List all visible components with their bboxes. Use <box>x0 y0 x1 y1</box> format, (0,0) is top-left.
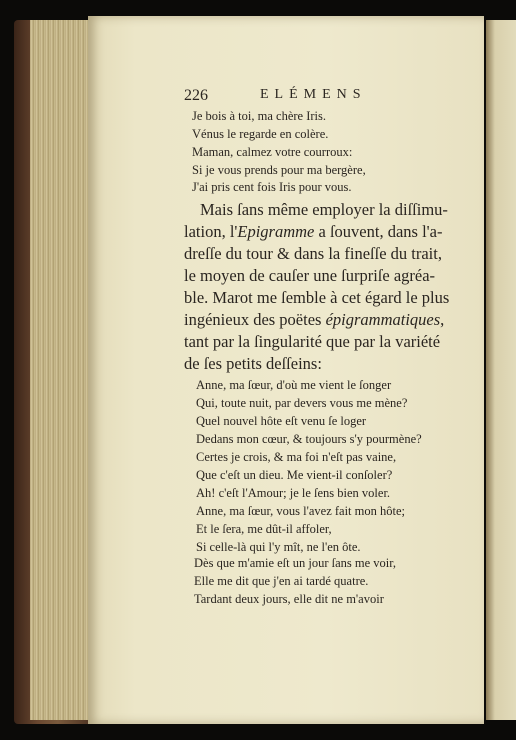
prose-line: tant par la ſingularité que par la variété <box>184 332 441 351</box>
verse-line: Tardant deux jours, elle dit ne m'avoir <box>194 592 384 606</box>
facing-page-edge <box>486 20 516 720</box>
verse-line: Que c'eſt un dieu. Me vient-il conſoler? <box>196 468 393 482</box>
verse-line: Qui, toute nuit, par devers vous me mène? <box>196 396 408 410</box>
verse-line: Anne, ma ſœur, vous l'avez fait mon hôte; <box>196 504 405 518</box>
prose-line: ble. Marot me ſemble à cet égard le plus <box>184 288 450 307</box>
prose-line: lation, l'Epigramme a ſouvent, dans l'a- <box>184 222 443 241</box>
verse-line: Maman, calmez votre courroux: <box>192 145 353 159</box>
emphasis: Epigramme <box>237 222 315 241</box>
prose-line: Mais ſans même employer la diſſimu- <box>200 200 448 219</box>
verse-line: Vénus le regarde en colère. <box>192 127 329 141</box>
running-title: ELÉMENS <box>260 87 367 102</box>
verse-line: Quel nouvel hôte eſt venu ſe loger <box>196 414 367 428</box>
book-page <box>88 16 484 724</box>
page-number: 226 <box>184 87 208 104</box>
verse-line: J'ai pris cent fois Iris pour vous. <box>192 180 352 194</box>
verse-line: Ah! c'eſt l'Amour; je le ſens bien voler. <box>196 486 391 500</box>
page-header <box>184 87 384 107</box>
prose-line: ingénieux des poëtes épigrammatiques, <box>184 310 445 329</box>
verse-line: Elle me dit que j'en ai tardé quatre. <box>194 574 369 588</box>
verse-line: Et le ſera, me dût-il affoler, <box>196 522 332 536</box>
prose-line: de ſes petits deſſeins: <box>184 354 322 373</box>
verse-line: Anne, ma ſœur, d'où me vient le ſonger <box>196 378 392 392</box>
prose-line: le moyen de cauſer une ſurpriſe agréa- <box>184 266 436 285</box>
prose-line: dreſſe du tour & dans la fineſſe du trait, <box>184 244 442 263</box>
verse-line: Certes je crois, & ma foi n'eſt pas vaine, <box>196 450 397 464</box>
verse-line: Si je vous prends pour ma bergère, <box>192 163 366 177</box>
emphasis: épigrammatiques <box>325 310 441 329</box>
verse-line: Je bois à toi, ma chère Iris. <box>192 109 326 123</box>
verse-line: Dès que m'amie eſt un jour ſans me voir, <box>194 556 397 570</box>
verse-line: Si celle-là qui l'y mît, ne l'en ôte. <box>196 540 361 554</box>
verse-line: Dedans mon cœur, & toujours s'y pourmène? <box>196 432 422 446</box>
